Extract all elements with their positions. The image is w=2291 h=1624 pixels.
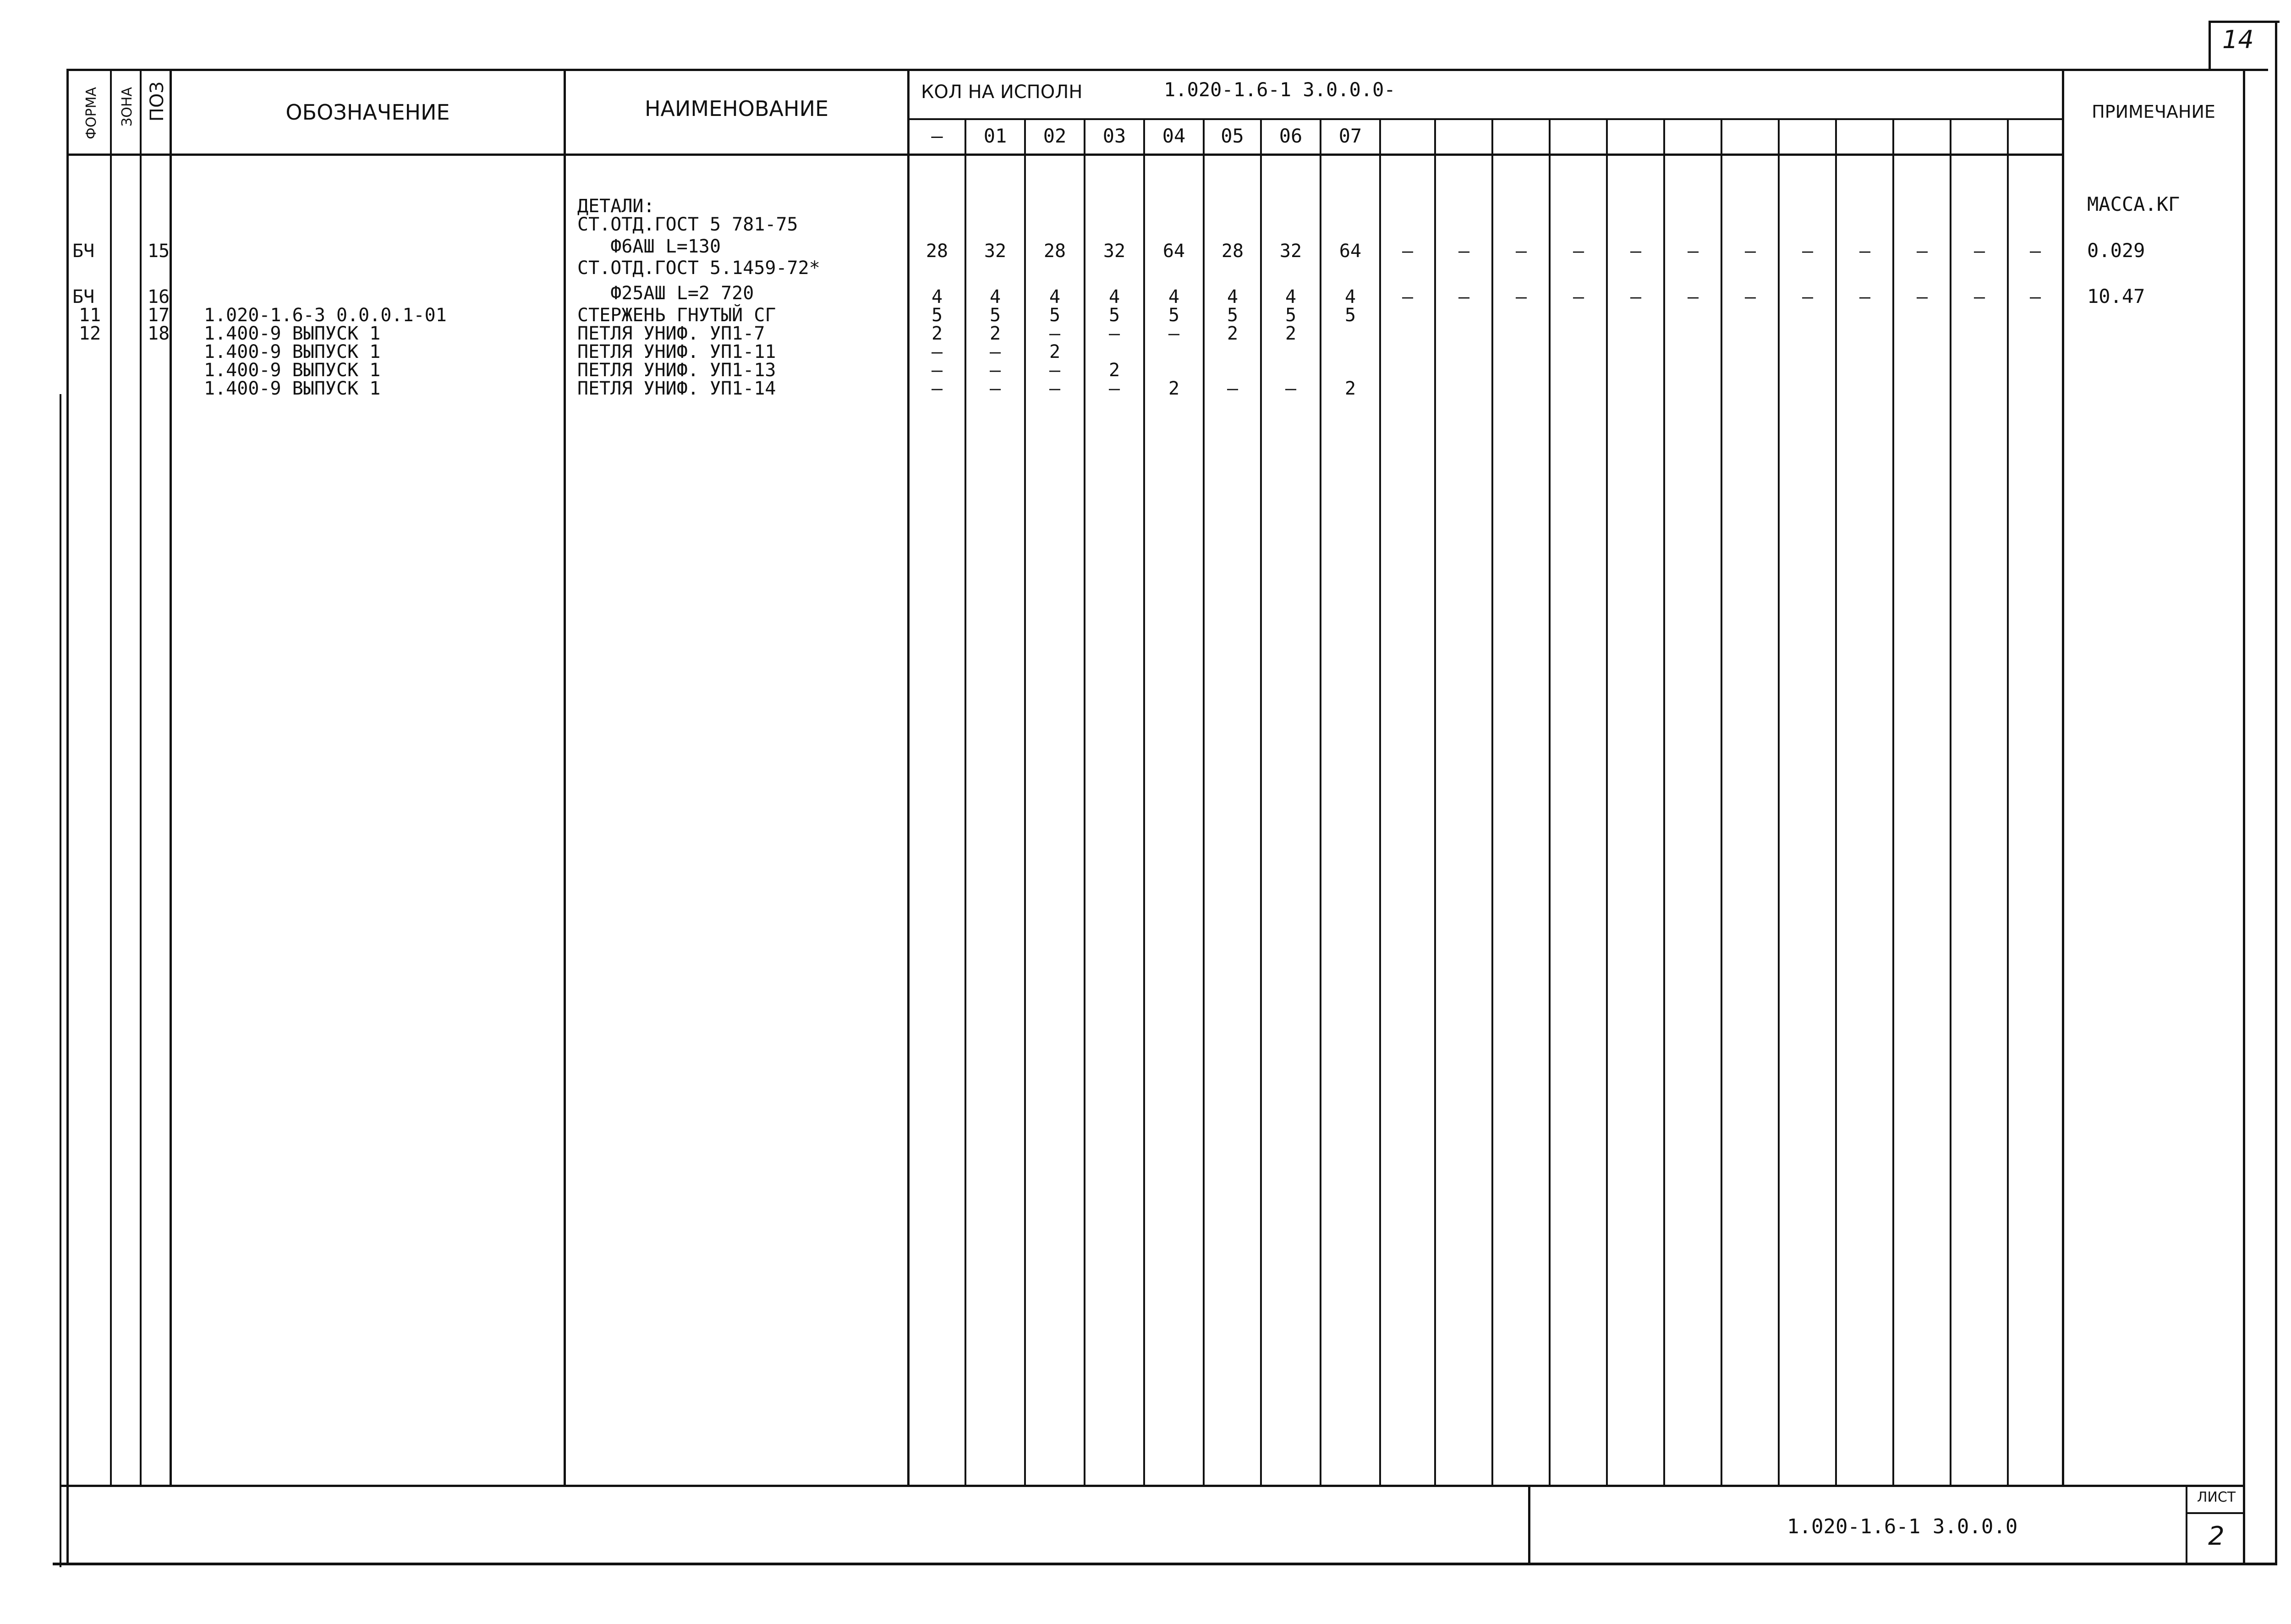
dash-mark: – bbox=[1630, 241, 1642, 262]
qty-cell: 5 bbox=[1227, 305, 1239, 326]
variant-header: 06 bbox=[1279, 125, 1303, 147]
row-oboz: 1.400-9 ВЫПУСК 1 bbox=[204, 378, 381, 399]
row-name: ПЕТЛЯ УНИФ. УП1-7 bbox=[577, 323, 765, 344]
qty-cell: – bbox=[1108, 378, 1120, 399]
dash-mark: – bbox=[1687, 286, 1699, 307]
header-forma: ФОРМА bbox=[83, 87, 99, 139]
col-sep-forma bbox=[110, 69, 112, 1485]
var-sep bbox=[1434, 118, 1436, 1485]
variant-header: 04 bbox=[1162, 125, 1186, 147]
variant-header: 03 bbox=[1102, 125, 1126, 147]
qty-cell: – bbox=[931, 341, 943, 362]
row-name: ПЕТЛЯ УНИФ. УП1-14 bbox=[577, 378, 776, 399]
qty-cell: 32 bbox=[984, 241, 1007, 262]
qty-cell: – bbox=[931, 360, 943, 381]
qty-cell: – bbox=[989, 360, 1001, 381]
dash-mark: – bbox=[1802, 241, 1814, 262]
frame-bottom bbox=[53, 1563, 2277, 1565]
frame-left bbox=[66, 69, 69, 1565]
qty-cell: 2 bbox=[1108, 360, 1120, 381]
list-box-mid bbox=[2186, 1512, 2245, 1514]
variant-header: 05 bbox=[1221, 125, 1244, 147]
header-zona: ЗОНА bbox=[119, 87, 135, 126]
var-sep bbox=[1663, 118, 1665, 1485]
qty-cell: 2 bbox=[1285, 323, 1297, 344]
qty-cell: 2 bbox=[1227, 323, 1239, 344]
row-poz: 18 bbox=[148, 323, 170, 344]
titleblock-divider bbox=[1528, 1485, 1530, 1565]
qty-cell: – bbox=[1168, 323, 1180, 344]
qty-cell: 2 bbox=[989, 323, 1001, 344]
var-sep bbox=[1084, 118, 1085, 1485]
row-oboz: 1.020-1.6-3 0.0.0.1-01 bbox=[204, 305, 447, 326]
row-name: СТ.ОТД.ГОСТ 5.1459-72* bbox=[577, 258, 820, 279]
qty-cell: 4 bbox=[1108, 286, 1120, 307]
qty-cell: 2 bbox=[931, 323, 943, 344]
qty-cell: – bbox=[1049, 378, 1061, 399]
footer-doc-code: 1.020-1.6-1 3.0.0.0 bbox=[1787, 1515, 2018, 1538]
row-poz: 15 bbox=[148, 241, 170, 262]
header-primechanie: ПРИМЕЧАНИЕ bbox=[2092, 102, 2215, 122]
qty-cell: 28 bbox=[926, 241, 948, 262]
dash-mark: – bbox=[1630, 286, 1642, 307]
row-poz: 17 bbox=[148, 305, 170, 326]
var-sep bbox=[1835, 118, 1837, 1485]
qty-cell: 5 bbox=[931, 305, 943, 326]
qty-cell: 5 bbox=[1285, 305, 1297, 326]
dash-mark: – bbox=[1515, 241, 1527, 262]
qty-cell: 5 bbox=[1108, 305, 1120, 326]
var-sep bbox=[1778, 118, 1780, 1485]
var-sep bbox=[965, 118, 966, 1485]
row-name: СТ.ОТД.ГОСТ 5 781-75 bbox=[577, 214, 798, 235]
var-sep bbox=[1892, 118, 1894, 1485]
dash-mark: – bbox=[1573, 286, 1584, 307]
dash-mark: – bbox=[1859, 241, 1871, 262]
var-sep bbox=[1379, 118, 1381, 1485]
qty-cell: 4 bbox=[1168, 286, 1180, 307]
qty-cell: 32 bbox=[1279, 241, 1302, 262]
qty-cell: 64 bbox=[1339, 241, 1362, 262]
frame-top bbox=[66, 69, 2268, 71]
dash-mark: – bbox=[1687, 241, 1699, 262]
qty-cell: 4 bbox=[1344, 286, 1356, 307]
var-sep bbox=[1203, 118, 1205, 1485]
qty-cell: 32 bbox=[1103, 241, 1126, 262]
dash-mark: – bbox=[1744, 286, 1756, 307]
qty-cell: 4 bbox=[1285, 286, 1297, 307]
qty-cell: – bbox=[1108, 323, 1120, 344]
col-sep-name bbox=[907, 69, 910, 1485]
qty-cell: 5 bbox=[1344, 305, 1356, 326]
qty-cell: 4 bbox=[1049, 286, 1061, 307]
qty-cell: – bbox=[931, 378, 943, 399]
row-oboz: 1.400-9 ВЫПУСК 1 bbox=[204, 341, 381, 362]
row-name: ДЕТАЛИ: bbox=[577, 196, 655, 217]
dash-mark: – bbox=[2029, 241, 2041, 262]
variant-header: 01 bbox=[983, 125, 1007, 147]
dash-mark: – bbox=[1458, 241, 1470, 262]
dash-mark: – bbox=[1458, 286, 1470, 307]
row-name: ПЕТЛЯ УНИФ. УП1-11 bbox=[577, 341, 776, 362]
qty-cell: 2 bbox=[1344, 378, 1356, 399]
qty-cell: – bbox=[1049, 323, 1061, 344]
qty-cell: 5 bbox=[1049, 305, 1061, 326]
row-oboz: 1.400-9 ВЫПУСК 1 bbox=[204, 323, 381, 344]
qty-cell: – bbox=[989, 341, 1001, 362]
footer-list-label: ЛИСТ bbox=[2197, 1489, 2236, 1505]
var-sep bbox=[1549, 118, 1551, 1485]
header-bottom-line bbox=[66, 154, 2062, 156]
var-sep bbox=[1260, 118, 1262, 1485]
qty-cell: 4 bbox=[931, 286, 943, 307]
qty-cell: 2 bbox=[1049, 341, 1061, 362]
footer-list-number: 2 bbox=[2208, 1521, 2225, 1551]
dash-mark: – bbox=[1573, 241, 1584, 262]
dash-mark: – bbox=[1515, 286, 1527, 307]
variant-header: 07 bbox=[1338, 125, 1362, 147]
row-forma: 11 bbox=[79, 305, 101, 326]
row-poz: 16 bbox=[148, 286, 170, 307]
qty-cell: – bbox=[1227, 378, 1239, 399]
col-sep-zona bbox=[140, 69, 142, 1485]
qty-cell: 4 bbox=[989, 286, 1001, 307]
var-sep bbox=[1143, 118, 1145, 1485]
header-poz: ПОЗ bbox=[147, 82, 168, 122]
qty-cell: 28 bbox=[1221, 241, 1244, 262]
row-oboz: 1.400-9 ВЫПУСК 1 bbox=[204, 360, 381, 381]
frame-right-outer bbox=[2275, 21, 2277, 1565]
table-bottom-line bbox=[60, 1485, 2245, 1487]
header-oboznachenie: ОБОЗНАЧЕНИЕ bbox=[285, 100, 450, 125]
row-name: Ф6АШ L=130 bbox=[577, 236, 721, 257]
row-forma: БЧ bbox=[72, 241, 95, 262]
qty-cell: 5 bbox=[1168, 305, 1180, 326]
variant-header: 02 bbox=[1043, 125, 1067, 147]
var-sep bbox=[1491, 118, 1493, 1485]
row-forma: БЧ bbox=[72, 286, 95, 307]
sheet-corner-number: 14 bbox=[2222, 25, 2254, 54]
dash-mark: – bbox=[1916, 241, 1928, 262]
row-name: Ф25АШ L=2 720 bbox=[577, 283, 754, 304]
col-sep-prim bbox=[2062, 69, 2064, 1485]
frame-right-inner bbox=[2243, 69, 2245, 1565]
dash-mark: – bbox=[1402, 241, 1414, 262]
qty-cell: 5 bbox=[989, 305, 1001, 326]
qty-cell: 28 bbox=[1043, 241, 1066, 262]
dash-mark: – bbox=[1916, 286, 1928, 307]
header-naimenovanie: НАИМЕНОВАНИЕ bbox=[644, 96, 829, 121]
col-sep-poz bbox=[170, 69, 172, 1485]
dash-mark: – bbox=[1802, 286, 1814, 307]
var-sep bbox=[1024, 118, 1026, 1485]
dash-mark: – bbox=[1402, 286, 1414, 307]
var-sep bbox=[1721, 118, 1722, 1485]
qty-cell: – bbox=[1049, 360, 1061, 381]
var-sep bbox=[1320, 118, 1321, 1485]
row-name: СТЕРЖЕНЬ ГНУТЫЙ СГ bbox=[577, 305, 776, 326]
note-mass-15: 0.029 bbox=[2087, 239, 2145, 262]
dash-mark: – bbox=[1973, 286, 1985, 307]
variant-header: – bbox=[931, 125, 943, 147]
row-name: ПЕТЛЯ УНИФ. УП1-13 bbox=[577, 360, 776, 381]
qty-cell: – bbox=[989, 378, 1001, 399]
qty-cell: – bbox=[1285, 378, 1297, 399]
note-mass-16: 10.47 bbox=[2087, 285, 2145, 307]
col-sep-oboz bbox=[564, 69, 566, 1485]
dash-mark: – bbox=[1859, 286, 1871, 307]
header-kol-label: КОЛ НА ИСПОЛН bbox=[921, 82, 1083, 103]
left-margin-line bbox=[60, 394, 61, 1567]
var-sep bbox=[1950, 118, 1951, 1485]
header-kol-code: 1.020-1.6-1 3.0.0.0- bbox=[1164, 78, 1396, 101]
note-massa: МАССА.КГ bbox=[2087, 193, 2180, 215]
dash-mark: – bbox=[1744, 241, 1756, 262]
var-sep bbox=[1606, 118, 1608, 1485]
var-sep bbox=[2007, 118, 2009, 1485]
row-forma: 12 bbox=[79, 323, 101, 344]
qty-cell: 4 bbox=[1227, 286, 1239, 307]
qty-cell: 2 bbox=[1168, 378, 1180, 399]
dash-mark: – bbox=[2029, 286, 2041, 307]
qty-cell: 64 bbox=[1162, 241, 1185, 262]
dash-mark: – bbox=[1973, 241, 1985, 262]
